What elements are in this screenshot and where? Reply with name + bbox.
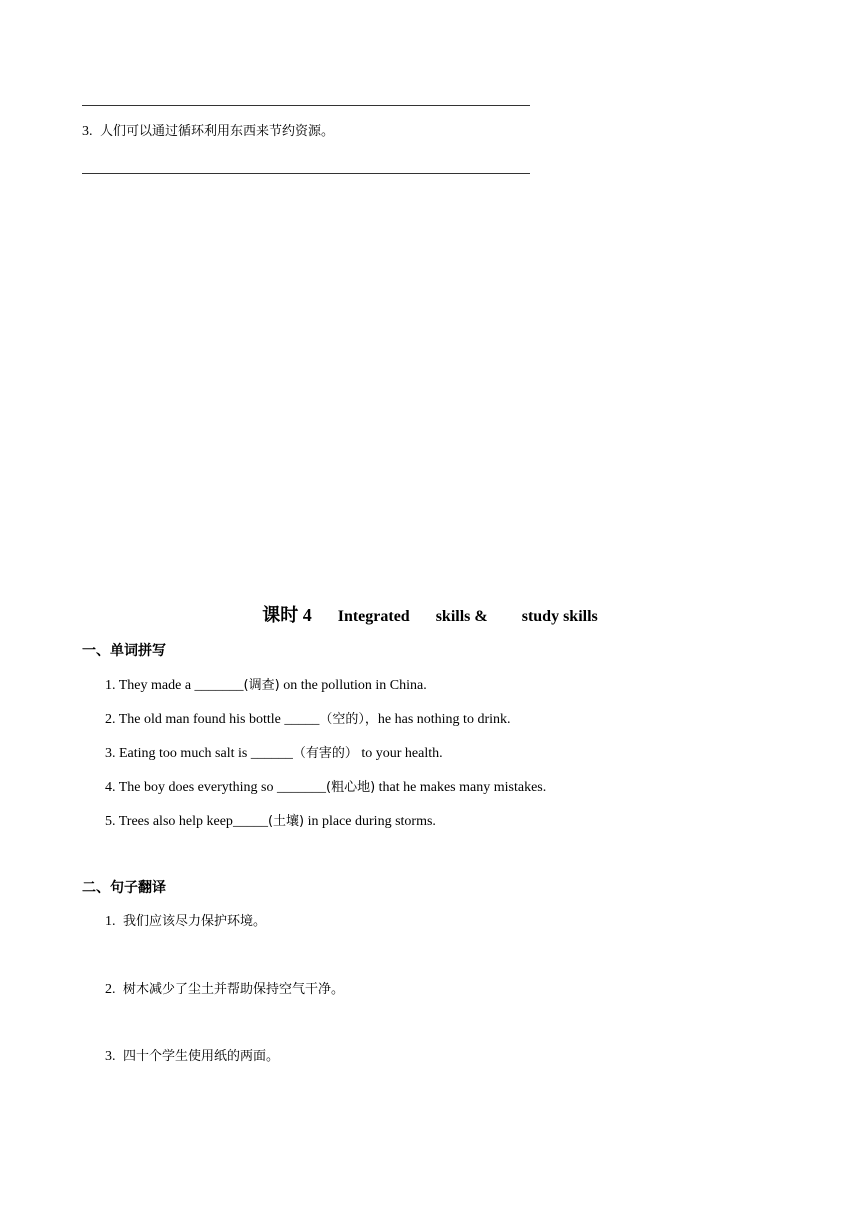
- spelling-item-3: [105, 745, 443, 763]
- answer-line-2: [82, 105, 530, 106]
- item-number: 3.: [105, 1049, 116, 1064]
- spelling-item-1: [105, 677, 427, 695]
- item-text: 4. The boy does everything so: [105, 780, 277, 795]
- spelling-item-2: [105, 711, 511, 729]
- chinese-hint: （空的），: [319, 712, 378, 727]
- item-text: he has nothing to drink.: [377, 712, 511, 727]
- lesson-number: 课时 4: [262, 605, 312, 625]
- item-text: 四十个学生使用纸的两面。: [123, 1049, 280, 1064]
- item-text: to your health.: [357, 746, 443, 761]
- spelling-item-5: [105, 813, 436, 831]
- translation-item-3: [105, 1048, 279, 1066]
- fill-blank[interactable]: _______: [194, 678, 244, 693]
- chinese-hint: （有害的）: [292, 746, 358, 761]
- item-number: 3.: [82, 124, 93, 139]
- title-part-study-skills: study skills: [521, 608, 598, 625]
- title-part-integrated: Integrated: [337, 608, 410, 625]
- item-text: 我们应该尽力保护环境。: [123, 914, 267, 929]
- item-text: in place during storms.: [304, 814, 436, 829]
- section-heading-translation: 二、句子翻译: [82, 880, 166, 896]
- lesson-title: [0, 601, 860, 627]
- fill-blank[interactable]: ______: [250, 746, 293, 761]
- translation-item-2: [105, 981, 344, 999]
- title-part-skills: skills &: [435, 608, 488, 625]
- fill-blank[interactable]: _______: [277, 780, 326, 795]
- fill-blank[interactable]: _____: [284, 712, 320, 727]
- spelling-item-4: [105, 779, 546, 797]
- translation-item-1: [105, 913, 266, 931]
- fill-blank[interactable]: _____: [232, 814, 268, 829]
- item-text: that he makes many mistakes.: [375, 780, 547, 795]
- translation-item-3: [82, 123, 334, 141]
- chinese-hint: (粗心地): [326, 780, 376, 795]
- answer-line-3: [82, 173, 530, 174]
- section-heading-spelling: 一、单词拼写: [82, 643, 166, 659]
- chinese-hint: (土壤): [267, 814, 305, 829]
- item-text: on the pollution in China.: [279, 678, 427, 693]
- item-text: 树木减少了尘土并帮助保持空气干净。: [123, 982, 345, 997]
- item-text: 2. The old man found his bottle: [105, 712, 285, 727]
- item-number: 1.: [105, 914, 116, 929]
- item-number: 2.: [105, 982, 116, 997]
- item-text: 1. They made a: [105, 678, 195, 693]
- item-text: 5. Trees also help keep: [105, 814, 233, 829]
- chinese-hint: (调查): [243, 678, 280, 693]
- item-text: 3. Eating too much salt is: [105, 746, 251, 761]
- item-text: 人们可以通过循环利用东西来节约资源。: [100, 124, 335, 139]
